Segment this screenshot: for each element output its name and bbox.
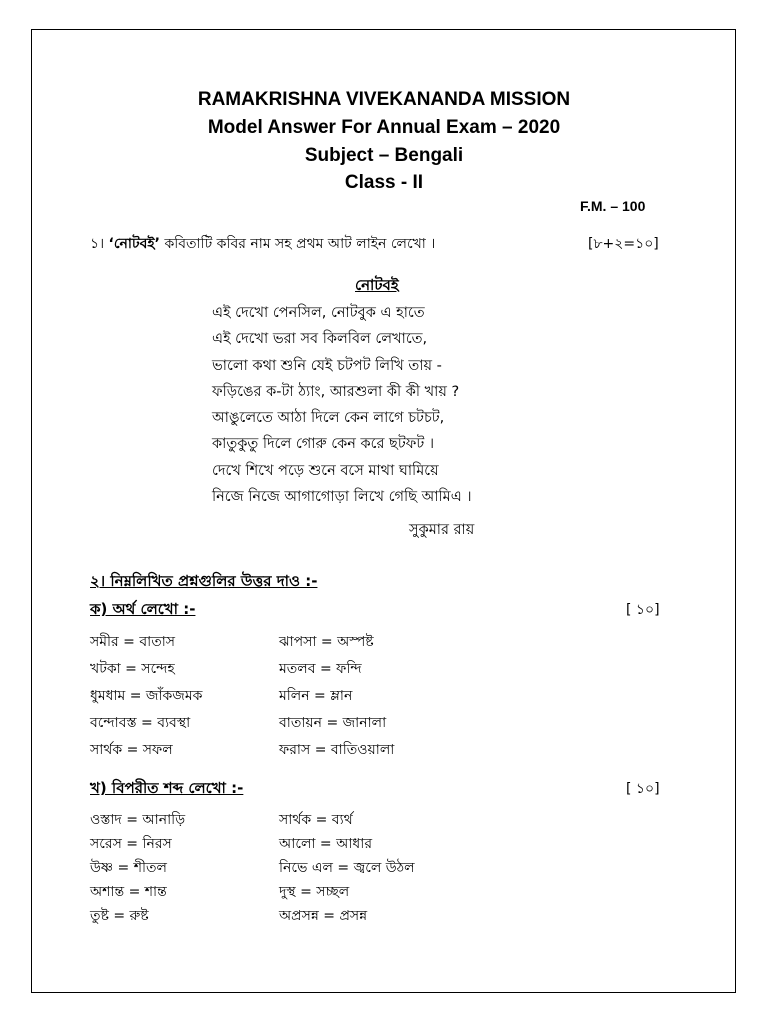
antonym-pair: দুস্থ = সচ্ছল: [279, 884, 350, 900]
antonym-pair: তুষ্ট = রুষ্ট: [90, 908, 149, 924]
poem-line: কাতুকুতু দিলে গোরু কেন করে ছটফট ।: [212, 436, 435, 453]
part-a-marks: [ ১০]: [626, 602, 660, 618]
question-1-marks: [৮+২=১০]: [588, 236, 659, 252]
poem-line: আঙুলেতে আঠা দিলে কেন লাগে চটচট,: [212, 410, 445, 427]
exam-title: Model Answer For Annual Exam – 2020: [207, 117, 561, 138]
poem-line: এই দেখো পেনসিল, নোটবুক এ হাতে: [212, 305, 425, 321]
meaning-pair: ধুমধাম = জাঁকজমক: [90, 688, 203, 704]
subject-title: Subject – Bengali: [304, 145, 464, 166]
question-1-number: ১।: [90, 236, 105, 252]
meaning-pair: ঝাপসা = অস্পষ্ট: [279, 634, 374, 650]
meaning-pair: খটকা = সন্দেহ: [90, 661, 175, 677]
class-title: Class - II: [344, 172, 424, 193]
question-1-text: কবিতাটি কবির নাম সহ প্রথম আট লাইন লেখো ।: [164, 236, 436, 252]
meaning-pair: বন্দোবস্ত = ব্যবস্থা: [90, 715, 191, 731]
part-b-heading: খ) বিপরীত শব্দ লেখো :-: [90, 779, 244, 797]
poem-title: নোটবই: [355, 276, 399, 294]
meaning-pair: সার্থক = সফল: [90, 742, 173, 758]
antonym-pair: সার্থক = ব্যর্থ: [279, 812, 353, 828]
question-1: [90, 232, 435, 256]
poem-line: এই দেখো ভরা সব কিলবিল লেখাতে,: [212, 331, 428, 348]
antonym-pair: নিভে এল = জ্বলে উঠল: [279, 860, 415, 876]
antonym-pair: উষ্ণ = শীতল: [90, 860, 167, 876]
meaning-pair: ফরাস = বাতিওয়ালা: [279, 742, 395, 758]
antonym-pair: আলো = আধার: [279, 836, 373, 852]
antonym-pair: ওস্তাদ = আনাড়ি: [90, 812, 186, 828]
meaning-pair: মতলব = ফন্দি: [279, 661, 362, 677]
question-2-heading: ২। নিম্নলিখিত প্রশ্নগুলির উত্তর দাও :-: [90, 572, 318, 590]
poem-line: ফড়িঙের ক-টা ঠ্যাং, আরশুলা কী কী খায় ?: [212, 383, 460, 400]
antonym-pair: সরেস = নিরস: [90, 836, 172, 852]
poem-line: দেখে শিখে পড়ে শুনে বসে মাথা ঘামিয়ে: [212, 462, 439, 479]
poem-lines: [212, 300, 472, 510]
part-a-heading: ক) অর্থ লেখো :-: [90, 600, 196, 618]
question-1-title: ‘নোটবই’: [108, 236, 160, 252]
full-marks: F.M. – 100: [580, 198, 646, 214]
poem-author: সুকুমার রায়: [409, 522, 475, 538]
antonym-pair: অশান্ত = শান্ত: [90, 884, 167, 900]
antonym-pair: অপ্রসন্ন = প্রসন্ন: [279, 908, 368, 924]
meaning-pair: সমীর = বাতাস: [90, 634, 176, 650]
part-b-marks: [ ১০]: [626, 781, 660, 797]
org-title: RAMAKRISHNA VIVEKANANDA MISSION: [197, 89, 571, 110]
meaning-pair: মলিন = ম্লান: [279, 688, 353, 704]
poem-line: ভালো কথা শুনি যেই চটপট লিখি তায় -: [212, 357, 442, 374]
meaning-pair: বাতায়ন = জানালা: [279, 715, 387, 731]
poem-line: নিজে নিজে আগাগোড়া লিখে গেছি আমিএ ।: [212, 489, 472, 506]
